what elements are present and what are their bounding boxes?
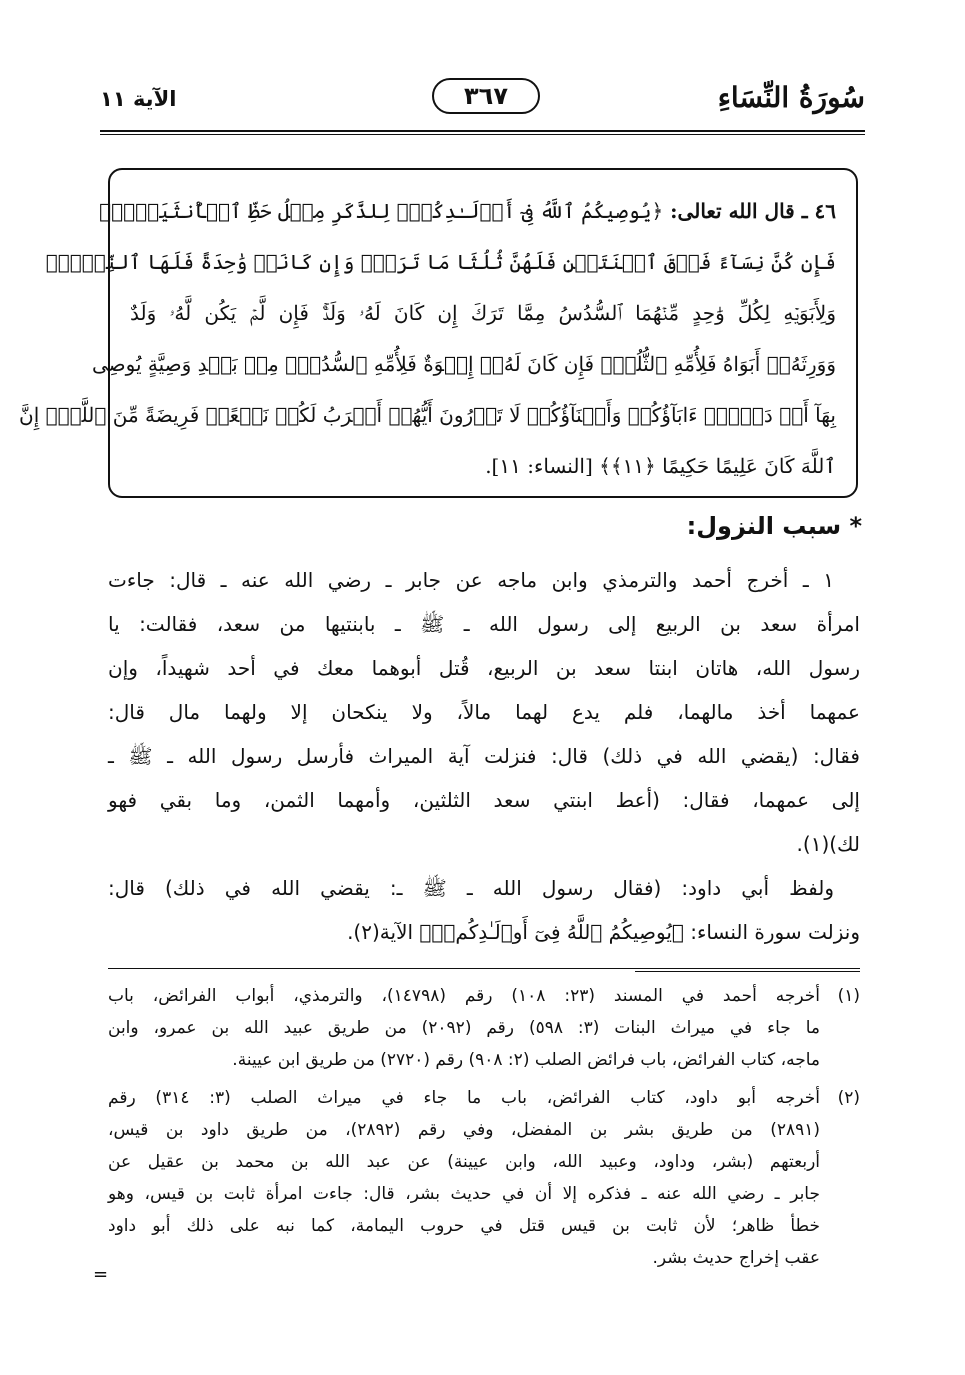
footnotes <box>108 980 860 1280</box>
verse-box <box>19 168 858 498</box>
verse-line <box>130 441 836 492</box>
body-line: ونزلت سورة النساء: ﴿يُوصِيكُمُ ٱللَّهُ فِىٓ أَوۡلَـٰدِكُمۡۖ﴾ الآية(٢). <box>347 920 860 944</box>
paragraph-revelation-cause <box>108 558 860 866</box>
section-title: * سبب النزول: <box>686 512 862 540</box>
header-rule <box>100 130 865 132</box>
header-rule-thin <box>100 134 865 135</box>
footnote-rule-short <box>635 971 860 972</box>
body-line: ١ ـ أخرج أحمد والترمذي وابن ماجه عن جابر ـ رضي الله عنه ـ قال: جاءت <box>108 568 834 592</box>
body-line: فقال: (يقضي الله في ذلك) قال: فنزلت آية الميراث فأرسل رسول الله ـ ﷺ ـ <box>108 744 860 768</box>
footnote-line: جابر ـ رضي الله عنه ـ فذكره إلا أن في حديث بشر، قال: جاءت امرأة ثابت بن قيس، وهو <box>108 1184 820 1204</box>
ayah-reference: الآية ١١ <box>100 87 177 111</box>
verse-text: فَإِن كُنَّ نِسَآءً فَوۡقَ ٱثۡنَتَيۡنِ فَلَهُنَّ ثُلُثَا مَا تَرَكَۖ وَإِن كَانَتۡ وَٰحِدَةً فَلَهَا ٱلنِّصۡفُۚ <box>45 250 836 274</box>
body-line: عمهما أخذ مالهما، فلم يدع لهما مالاً، ولا ينكحان إلا ولهما مال قال: <box>108 700 860 724</box>
page-number: ٣٦٧ <box>432 78 540 114</box>
footnote-line: أربعتهم (بشر، وداود، وعبيد الله، وابن عيينة) عن عبد الله بن محمد بن عقيل عن <box>108 1152 820 1172</box>
verse-line <box>99 186 836 237</box>
body-line: إلى عمهما، فقال: (أعط ابنتي سعد الثلثين، وأمهما الثمن، وما بقي فهو <box>108 788 860 812</box>
footnote-2 <box>108 1082 860 1274</box>
footnote-line: عقب إخراج حديث بشر. <box>652 1248 820 1268</box>
footnote-line: أخرجه أبو داود، كتاب الفرائض، باب ما جاء في ميراث الصلب (٣: ٣١٤) رقم <box>108 1088 820 1108</box>
footnote-line: أخرجه أحمد في المسند (٢٣: ١٠٨) رقم (١٤٧٩٨)، والترمذي، أبواب الفرائض، باب <box>108 986 820 1006</box>
page-header <box>100 78 865 118</box>
footnote-1 <box>108 980 860 1076</box>
verse-text: وَلِأَبَوَيۡهِ لِكُلِّ وَٰحِدٍ مِّنۡهُمَا ٱلسُّدُسُ مِمَّا تَرَكَ إِن كَانَ لَهُۥ وَلَدٌۚ فَإِن لَّمۡ يَكُن لَّهُۥ وَلَدٌ <box>130 301 836 325</box>
verse-intro: ٤٦ ـ قال الله تعالى: <box>663 199 836 223</box>
verse-text: وَوَرِثَهُۥٓ أَبَوَاهُ فَلِأُمِّهِ ٱلثُّلُثُۚ فَإِن كَانَ لَهُۥٓ إِخۡوَةٌ فَلِأُمِّهِ ٱلسُّدُسُۚ مِنۢ بَعۡدِ وَصِيَّةٍ يُوصِى <box>91 352 836 376</box>
verse-line <box>45 237 836 288</box>
body-line: لك)(١). <box>796 832 860 856</box>
verse-line <box>19 390 836 441</box>
continuation-mark: = <box>93 1264 109 1285</box>
body-line: ولفظ أبي داود: (فقال رسول الله ـ ﷺ ـ: يقضي الله في ذلك) قال: <box>108 876 834 900</box>
footnote-number: (٢) <box>837 1088 860 1108</box>
body-line: امرأة سعد بن الربيع إلى رسول الله ـ ﷺ ـ بابنتيها من سعد، فقالت: يا <box>108 612 860 636</box>
verse-line <box>130 288 836 339</box>
footnote-line: (٢٨٩١) من طريق بشر بن المفضل، وفي رقم (٢٨٩٢)، من طريق داود بن قيس، <box>108 1120 821 1140</box>
verse-text: ﴿يُوصِيكُمُ ٱللَّهُ فِىٓ أَوۡلَـٰدِكُمۡۖ لِلذَّكَرِ مِثۡلُ حَظِّ ٱلۡأُنثَيَيۡنِۚ <box>99 199 664 223</box>
footnote-line: ماجه، كتاب الفرائض، باب فرائض الصلب (٢: ٩٠٨) رقم (٢٧٢٠) من طريق ابن عيينة. <box>232 1050 820 1070</box>
footnote-line: ما جاء في ميراث البنات (٣: ٥٩٨) رقم (٢٠٩٢) من طريق عبيد الله بن عمرو، وابن <box>108 1018 820 1038</box>
footnote-rule <box>108 968 860 969</box>
verse-text: بِهَآ أَوۡ دَيۡنٍۗ ءَابَآؤُكُمۡ وَأَبۡنَآؤُكُمۡ لَا تَدۡرُونَ أَيُّهُمۡ أَقۡرَبُ لَكُمۡ نَفۡعًاۚ فَرِيضَةً مِّنَ ٱللَّهِۗ إِنَّ <box>19 403 836 427</box>
verse-line <box>91 339 836 390</box>
footnote-line: خطأ ظاهر؛ لأن ثابت بن قيس قتل في حروب اليمامة، كما نبه على ذلك أبو داود <box>108 1216 820 1236</box>
verse-text: ٱللَّهَ كَانَ عَلِيمًا حَكِيمًا ﴿١١﴾﴾ [النساء: ١١]. <box>485 454 836 478</box>
paragraph-abu-dawud <box>108 866 860 954</box>
footnote-number: (١) <box>837 986 860 1006</box>
body-line: رسول الله، هاتان ابنتا سعد بن الربيع، قُتل أبوهما معك في أحد شهيداً، وإن <box>108 656 860 680</box>
surah-title: سُورَةُ النِّسَاءِ <box>717 81 865 114</box>
